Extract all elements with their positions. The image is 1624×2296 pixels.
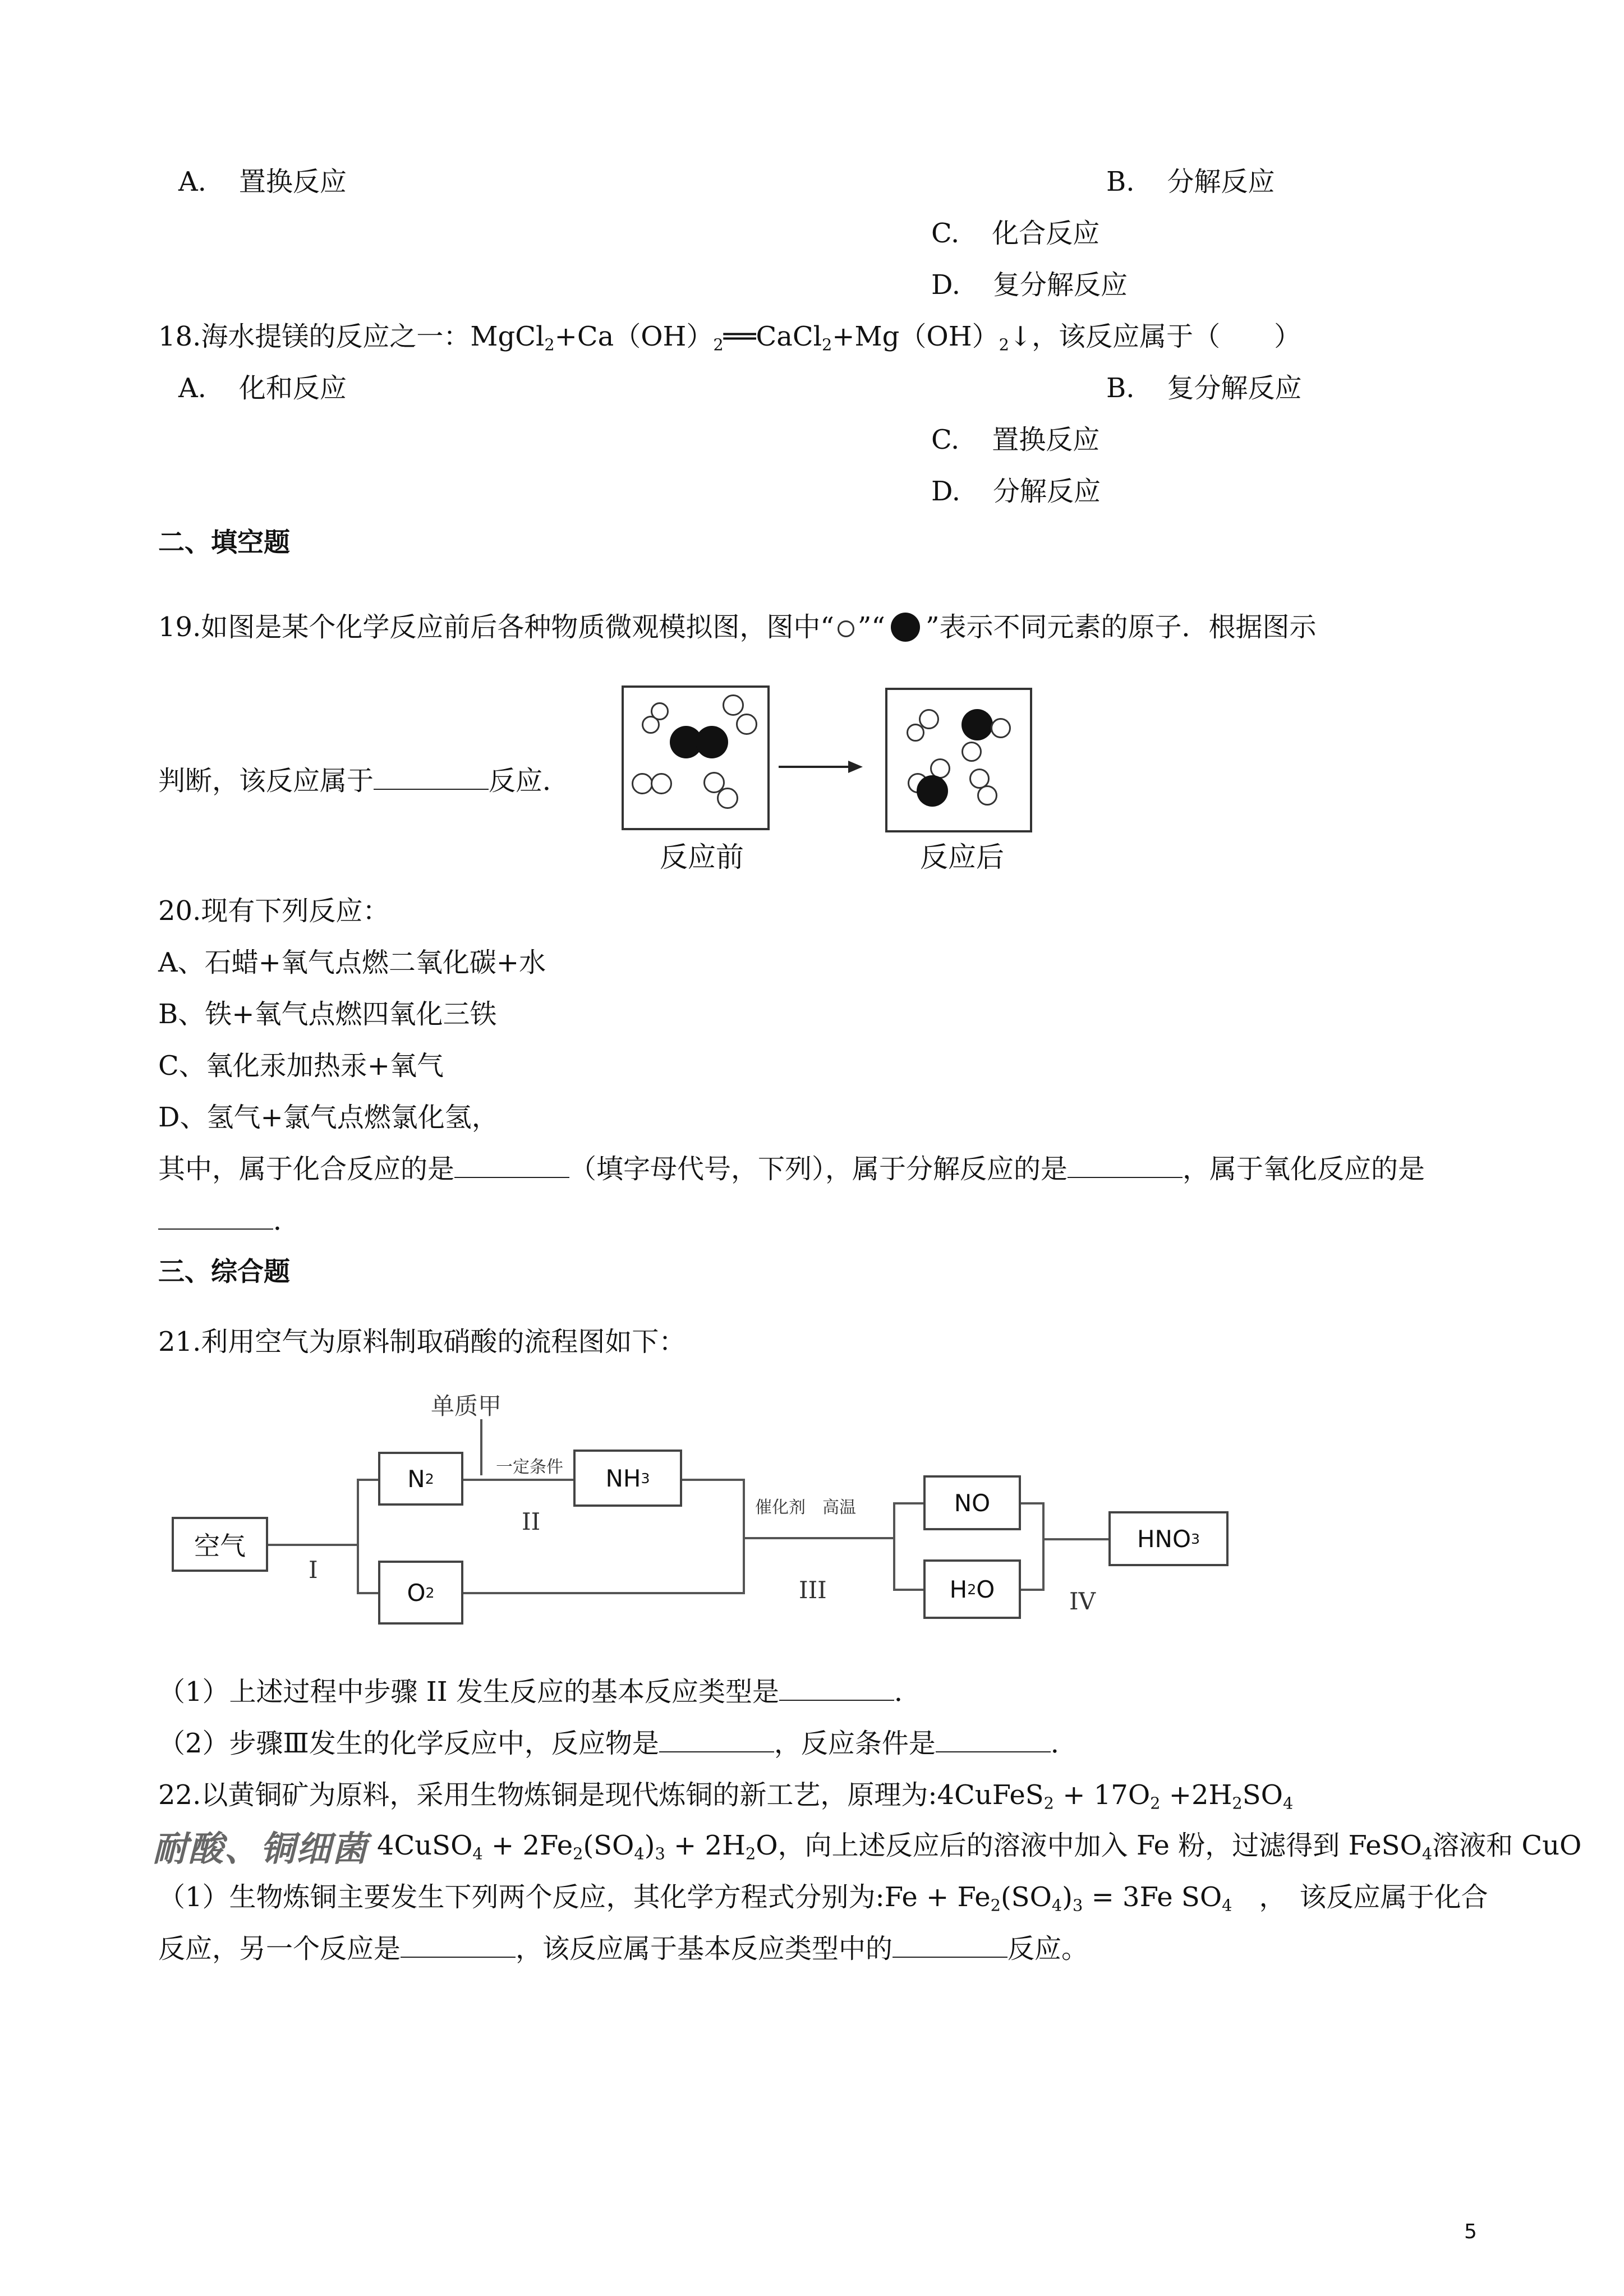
hno3-box xyxy=(1108,1511,1229,1566)
answer-blank[interactable] xyxy=(1068,1153,1183,1178)
stem-text: （填字母代号，下列），属于分解反应的是 xyxy=(569,1153,1068,1185)
stem-text: ↓，该反应属于（ ） xyxy=(1009,321,1301,352)
stem-text: 反应，另一个反应是 xyxy=(158,1933,401,1964)
q18-option-d xyxy=(931,475,1101,508)
q20-item-d: D、氢气+氯气点燃氯化氢， xyxy=(158,1102,499,1133)
option-text: 分解反应 xyxy=(1167,166,1275,197)
subscript: 3 xyxy=(1072,1895,1083,1915)
o2-label: O xyxy=(407,1579,426,1607)
subscript: 2 xyxy=(1232,1793,1243,1813)
n2-label: N xyxy=(407,1465,425,1493)
answer-blank[interactable] xyxy=(454,1153,569,1178)
stem-text: + 2Fe xyxy=(482,1830,573,1861)
stem-text: +2H xyxy=(1160,1779,1232,1811)
subscript: 2 xyxy=(1150,1793,1161,1813)
q21-sub1 xyxy=(158,1675,921,1709)
option-letter: D. xyxy=(931,269,961,301)
answer-blank[interactable] xyxy=(401,1933,516,1958)
white-atom-icon xyxy=(919,709,939,729)
flow-label-single: 单质甲 xyxy=(431,1392,502,1420)
connector-line xyxy=(480,1419,482,1475)
stem-text: ══CaCl xyxy=(723,321,822,352)
q17-option-d xyxy=(931,268,1128,302)
air-box xyxy=(172,1517,268,1572)
stem-text: ”“ xyxy=(857,611,885,643)
after-reaction-box xyxy=(885,688,1032,832)
flow-label-catalyst: 催化剂 高温 xyxy=(755,1498,856,1517)
flow-label-condition: 一定条件 xyxy=(496,1457,563,1477)
section-heading-comprehensive: 三、综合题 xyxy=(158,1257,290,1287)
stem-text: ，该反应属于基本反应类型中的 xyxy=(516,1933,893,1964)
option-letter: C. xyxy=(931,424,960,455)
before-reaction-box xyxy=(622,685,770,830)
black-atom-icon xyxy=(917,775,948,807)
connector-line xyxy=(463,1592,744,1594)
q18-stem xyxy=(158,320,1301,362)
connector-line xyxy=(1042,1502,1045,1591)
black-atom-icon xyxy=(696,726,728,758)
stem-text: 反应。 xyxy=(1007,1933,1089,1964)
white-atom-icon xyxy=(632,773,653,794)
stem-text: ，反应条件是 xyxy=(774,1728,936,1759)
option-letter: B. xyxy=(1106,372,1135,404)
stem-text: +Mg（OH） xyxy=(832,321,999,352)
connector-line xyxy=(357,1479,378,1481)
white-atom-icon xyxy=(651,773,672,794)
white-atom-icon xyxy=(991,718,1011,738)
no-label: NO xyxy=(954,1489,991,1517)
answer-blank[interactable] xyxy=(779,1676,894,1701)
white-atom-icon xyxy=(838,620,854,637)
stem-text: 19.如图是某个化学反应前后各种物质微观模拟图，图中“ xyxy=(158,611,834,643)
subscript: 2 xyxy=(425,1470,434,1487)
no-box xyxy=(923,1475,1021,1530)
after-label: 反应后 xyxy=(920,841,1004,873)
connector-line xyxy=(357,1592,378,1594)
q19-line1 xyxy=(158,610,1317,644)
q20-item-c: C、氧化汞加热汞+氧气 xyxy=(158,1050,444,1082)
step-iii-label: III xyxy=(799,1576,827,1604)
option-text: 分解反应 xyxy=(993,476,1101,507)
h2o-label: H xyxy=(949,1575,968,1603)
q22-line1 xyxy=(158,1778,1293,1820)
q22-line2 xyxy=(377,1829,1581,1871)
q20-item-b: B、铁+氧气点燃四氧化三铁 xyxy=(158,999,497,1030)
subscript: 3 xyxy=(655,1844,665,1864)
subscript: 2 xyxy=(745,1844,756,1864)
subscript: 4 xyxy=(472,1844,483,1864)
stem-text: (SO xyxy=(583,1830,634,1861)
connector-line xyxy=(743,1537,894,1539)
subscript: 2 xyxy=(990,1895,1001,1915)
subscript: 4 xyxy=(1421,1844,1433,1864)
stem-text: + 17O xyxy=(1054,1779,1151,1811)
option-letter: A. xyxy=(178,372,206,404)
subscript: 4 xyxy=(1051,1895,1062,1915)
question-number: 18. xyxy=(158,321,201,352)
stem-text: 溶液和 CuO xyxy=(1432,1830,1582,1861)
air-label: 空气 xyxy=(194,1531,246,1561)
subscript: 2 xyxy=(821,335,832,355)
o2-box xyxy=(378,1561,463,1625)
subscript: 4 xyxy=(634,1844,645,1864)
step-iv-label: IV xyxy=(1069,1588,1096,1615)
option-letter: C. xyxy=(931,218,960,249)
stem-text: ，属于氧化反应的是 xyxy=(1183,1153,1425,1185)
q22-line4 xyxy=(158,1932,1088,1966)
stem-text: ) xyxy=(1062,1881,1073,1913)
stem-text: 反应． xyxy=(489,765,570,797)
connector-line xyxy=(463,1479,573,1481)
white-atom-icon xyxy=(717,788,738,809)
option-letter: D. xyxy=(931,476,961,507)
nh3-box xyxy=(573,1450,682,1507)
answer-blank[interactable] xyxy=(936,1728,1051,1752)
white-atom-icon xyxy=(651,702,669,720)
subscript: 2 xyxy=(573,1844,583,1864)
step-ii-label: II xyxy=(522,1508,541,1535)
q17-option-a xyxy=(178,165,347,199)
subscript: 3 xyxy=(1191,1530,1200,1547)
nh3-label: NH xyxy=(605,1464,641,1492)
q19-line2 xyxy=(158,764,569,798)
connector-line xyxy=(893,1502,923,1504)
option-text: 复分解反应 xyxy=(1167,372,1302,404)
section-heading-fill-in: 二、填空题 xyxy=(158,527,290,558)
answer-blank[interactable] xyxy=(659,1728,774,1752)
subscript: 2 xyxy=(999,335,1009,355)
subscript: 4 xyxy=(1222,1895,1232,1915)
q21-stem: 21.利用空气为原料制取硝酸的流程图如下： xyxy=(158,1326,686,1358)
stem-text: 海水提镁的反应之一：MgCl xyxy=(201,321,545,352)
white-atom-icon xyxy=(977,785,997,806)
connector-line xyxy=(1042,1538,1108,1540)
stem-text: （1）生物炼铜主要发生下列两个反应，其化学方程式分别为:Fe + Fe xyxy=(158,1881,991,1913)
connector-line xyxy=(268,1544,358,1546)
q18-option-c xyxy=(931,423,1099,457)
subscript: 2 xyxy=(967,1581,977,1598)
q22-catalyst-label: 耐酸、铜细菌 xyxy=(153,1828,369,1869)
connector-line xyxy=(1021,1502,1043,1504)
stem-text: + 2H xyxy=(665,1830,746,1861)
stem-text: ． xyxy=(273,1205,301,1236)
stem-text: = 3Fe SO xyxy=(1083,1881,1222,1913)
q20-answer-line-2 xyxy=(158,1204,300,1237)
q18-option-a xyxy=(178,371,347,405)
q17-option-c xyxy=(931,217,1099,250)
connector-line xyxy=(682,1479,744,1481)
subscript: 4 xyxy=(1282,1793,1294,1813)
reaction-arrow xyxy=(779,766,852,768)
option-text: 化和反应 xyxy=(238,372,347,404)
stem-text: ) xyxy=(644,1830,655,1861)
connector-line xyxy=(1021,1589,1043,1591)
answer-blank[interactable] xyxy=(374,765,489,790)
stem-text: O，向上述反应后的溶液中加入 Fe 粉，过滤得到 FeSO xyxy=(756,1830,1422,1861)
page-number: 5 xyxy=(1464,2220,1477,2243)
stem-text: ”表示不同元素的原子．根据图示 xyxy=(925,611,1317,643)
h2o-box xyxy=(923,1559,1021,1619)
subscript: 2 xyxy=(425,1584,435,1601)
subscript: 2 xyxy=(713,335,724,355)
q21-sub2 xyxy=(158,1727,1078,1760)
q17-option-b xyxy=(1106,165,1275,199)
hno3-label: HNO xyxy=(1137,1525,1191,1553)
connector-line xyxy=(893,1589,923,1591)
black-atom-icon xyxy=(961,709,993,740)
answer-blank[interactable] xyxy=(892,1933,1007,1958)
connector-line xyxy=(743,1479,745,1594)
stem-text: ， 该反应属于化合 xyxy=(1232,1881,1488,1913)
stem-text: 4CuSO xyxy=(377,1830,473,1861)
option-text: 置换反应 xyxy=(992,424,1100,455)
before-label: 反应前 xyxy=(660,841,744,873)
option-text: 置换反应 xyxy=(238,166,347,197)
option-letter: B. xyxy=(1106,166,1135,197)
step-i-label: I xyxy=(309,1556,318,1584)
h2o-label: O xyxy=(976,1575,995,1603)
n2-box xyxy=(378,1452,463,1506)
white-atom-icon xyxy=(723,694,744,716)
q20-answer-line xyxy=(158,1152,1425,1186)
option-letter: A. xyxy=(178,166,206,197)
option-text: 复分解反应 xyxy=(993,269,1128,301)
reaction-arrow-head xyxy=(848,761,863,773)
q20-stem: 20.现有下列反应： xyxy=(158,895,390,927)
connector-line xyxy=(893,1503,895,1591)
subscript: 3 xyxy=(641,1470,650,1487)
connector-line xyxy=(357,1479,359,1593)
stem-text: (SO xyxy=(1000,1881,1052,1913)
q18-option-b xyxy=(1106,371,1302,405)
white-atom-icon xyxy=(961,742,982,762)
stem-text: 判断，该反应属于 xyxy=(158,765,374,797)
stem-text: （1）上述过程中步骤 II 发生反应的基本反应类型是 xyxy=(158,1676,779,1708)
q22-line3 xyxy=(158,1880,1488,1922)
q20-item-a: A、石蜡+氧气点燃二氧化碳+水 xyxy=(158,947,546,978)
stem-text: 其中，属于化合反应的是 xyxy=(158,1153,455,1185)
stem-text: 22.以黄铜矿为原料，采用生物炼铜是现代炼铜的新工艺，原理为:4CuFeS xyxy=(158,1779,1044,1811)
option-text: 化合反应 xyxy=(992,218,1100,249)
stem-text: SO xyxy=(1242,1779,1283,1811)
subscript: 2 xyxy=(544,335,555,355)
black-atom-icon xyxy=(891,613,920,642)
stem-text: （2）步骤Ⅲ发生的化学反应中，反应物是 xyxy=(158,1728,659,1759)
stem-text: +Ca（OH） xyxy=(554,321,714,352)
stem-text: ． xyxy=(894,1676,921,1708)
answer-blank[interactable] xyxy=(158,1205,273,1230)
white-atom-icon xyxy=(736,714,757,735)
subscript: 2 xyxy=(1043,1793,1054,1813)
stem-text: ． xyxy=(1050,1728,1078,1759)
